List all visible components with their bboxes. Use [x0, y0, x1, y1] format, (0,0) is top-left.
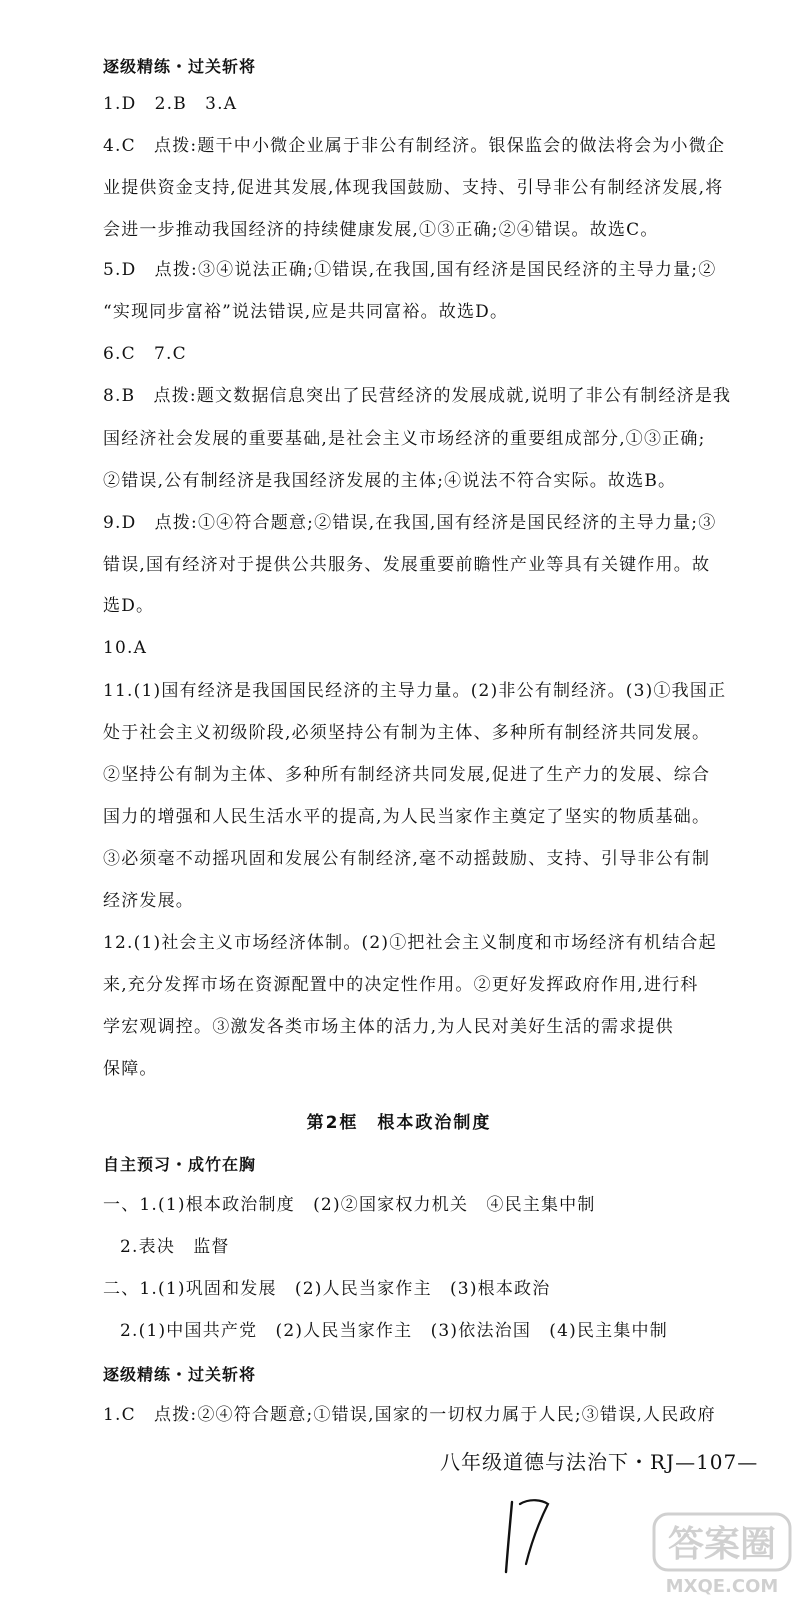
preview-line: 一、1.(1)根本政治制度 (2)②国家权力机关 ④民主集中制 [103, 1195, 596, 1215]
answer-line: 9.D 点拨:①④符合题意;②错误,在我国,国有经济是国民经济的主导力量;③ [103, 513, 717, 533]
page-footer: 八年级道德与法治下・RJ—107— [440, 1450, 759, 1474]
answer-line: “实现同步富裕”说法错误,应是共同富裕。故选D。 [103, 302, 509, 322]
preview-line: 2.(1)中国共产党 (2)人民当家作主 (3)依法治国 (4)民主集中制 [120, 1321, 668, 1341]
answer-line: 国经济社会发展的重要基础,是社会主义市场经济的重要组成部分,①③正确; [103, 429, 706, 449]
answer-line: 保障。 [103, 1059, 158, 1079]
answer-line: 5.D 点拨:③④说法正确;①错误,在我国,国有经济是国民经济的主导力量;② [103, 260, 717, 280]
answer-line: 6.C 7.C [103, 344, 187, 364]
answer-line: 国力的增强和人民生活水平的提高,为人民当家作主奠定了坚实的物质基础。 [103, 807, 711, 827]
answer-line: 经济发展。 [103, 891, 194, 911]
svg-text:答案圈: 答案圈 [667, 1524, 777, 1565]
answer-line: ②坚持公有制为主体、多种所有制经济共同发展,促进了生产力的发展、综合 [103, 765, 711, 785]
section-title: 第2框 根本政治制度 [306, 1113, 492, 1133]
handwritten-mark [498, 1490, 558, 1584]
preview-line: 2.表决 监督 [120, 1237, 230, 1257]
answer-line: 处于社会主义初级阶段,必须坚持公有制为主体、多种所有制经济共同发展。 [103, 723, 711, 743]
answer-line: 10.A [103, 638, 148, 658]
answer-line: 学宏观调控。③激发各类市场主体的活力,为人民对美好生活的需求提供 [103, 1017, 674, 1037]
answer-line: ②错误,公有制经济是我国经济发展的主体;④说法不符合实际。故选B。 [103, 471, 677, 491]
answer-line: 来,充分发挥市场在资源配置中的决定性作用。②更好发挥政府作用,进行科 [103, 975, 699, 995]
section-heading-preview: 自主预习・成竹在胸 [103, 1155, 257, 1174]
answer-line: 错误,国有经济对于提供公共服务、发展重要前瞻性产业等具有关键作用。故 [103, 555, 711, 575]
section-heading-practice: 逐级精练・过关斩将 [103, 57, 257, 76]
practice-line: 1.C 点拨:②④符合题意;①错误,国家的一切权力属于人民;③错误,人民政府 [103, 1405, 716, 1425]
answer-line: 11.(1)国有经济是我国国民经济的主导力量。(2)非公有制经济。(3)①我国正 [103, 681, 727, 701]
answer-line: 12.(1)社会主义市场经济体制。(2)①把社会主义制度和市场经济有机结合起 [103, 933, 717, 953]
watermark-logo [652, 1510, 792, 1602]
answer-line: ③必须毫不动摇巩固和发展公有制经济,毫不动摇鼓励、支持、引导非公有制 [103, 849, 711, 869]
answer-line: 8.B 点拨:题文数据信息突出了民营经济的发展成就,说明了非公有制经济是我 [103, 386, 732, 406]
section-heading-practice-2: 逐级精练・过关斩将 [103, 1365, 257, 1384]
answer-line: 选D。 [103, 596, 155, 616]
svg-text:MXQE.COM: MXQE.COM [665, 1576, 779, 1597]
answer-line: 1.D 2.B 3.A [103, 94, 238, 114]
answer-line: 业提供资金支持,促进其发展,体现我国鼓励、支持、引导非公有制经济发展,将 [103, 178, 724, 198]
answer-line: 会进一步推动我国经济的持续健康发展,①③正确;②④错误。故选C。 [103, 220, 659, 240]
preview-line: 二、1.(1)巩固和发展 (2)人民当家作主 (3)根本政治 [103, 1279, 551, 1299]
answer-line: 4.C 点拨:题干中小微企业属于非公有制经济。银保监会的做法将会为小微企 [103, 136, 726, 156]
